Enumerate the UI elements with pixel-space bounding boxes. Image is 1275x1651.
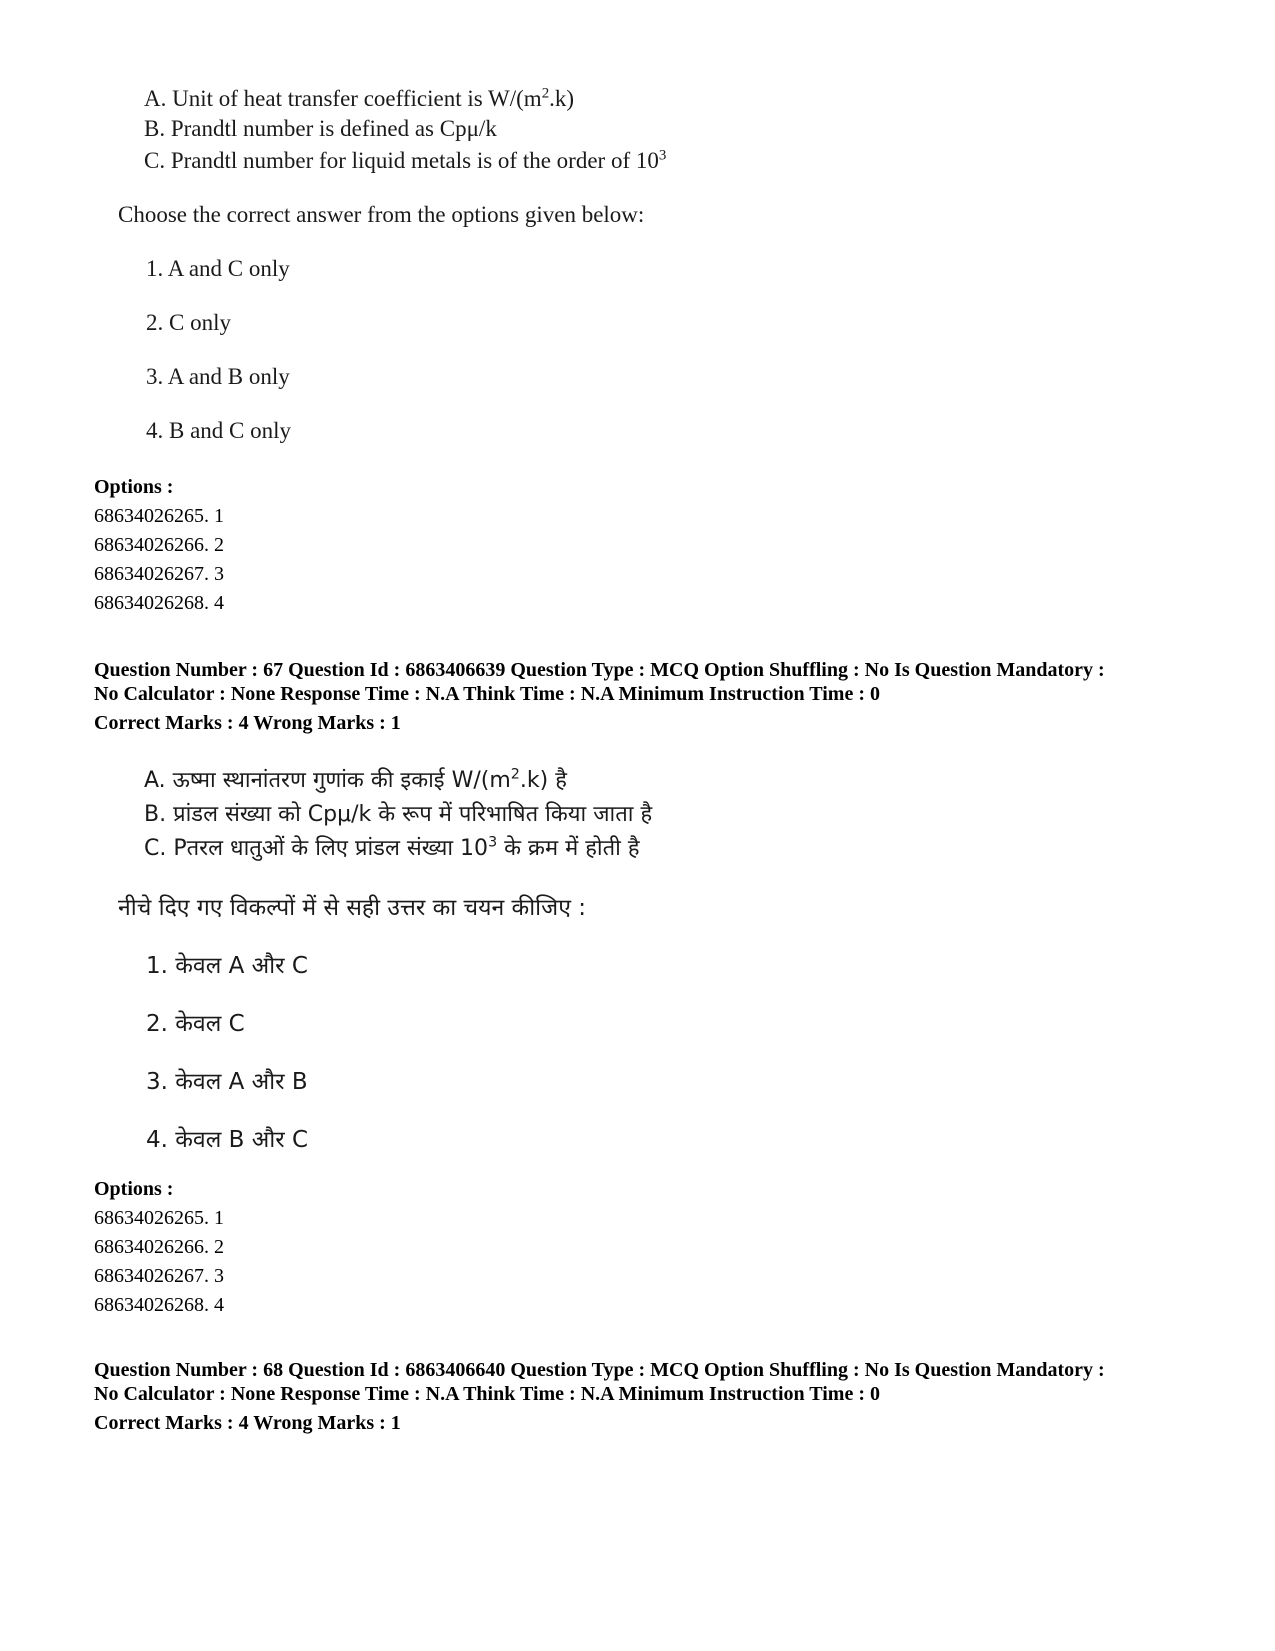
statement-c: C. Pतरल धातुओं के लिए प्रांडल संख्या $10^3$ के क्रम में होती है — [144, 834, 640, 861]
choice-3: 3. केवल A और B — [146, 1069, 308, 1095]
option-item: 68634026268. 4 — [94, 1294, 224, 1316]
options-label: Options : — [94, 476, 174, 498]
choice-3: 3. A and B only — [146, 364, 290, 389]
question-meta-line: Question Number : 68 Question Id : 6863406640 Question Type : MCQ Option Shuffling : No Is Question Mandatory : — [94, 1359, 1105, 1381]
option-item: 68634026267. 3 — [94, 563, 224, 585]
choice-2: 2. केवल C — [146, 1011, 245, 1037]
choose-instruction: Choose the correct answer from the options given below: — [118, 202, 645, 227]
option-item: 68634026267. 3 — [94, 1265, 224, 1287]
choose-instruction: नीचे दिए गए विकल्पों में से सही उत्तर का चयन कीजिए : — [118, 895, 586, 921]
options-label: Options : — [94, 1178, 174, 1200]
choice-2: 2. C only — [146, 310, 231, 335]
statement-c: C. Prandtl number for liquid metals is of the order of $10^3$ — [144, 147, 667, 173]
option-item: 68634026265. 1 — [94, 1207, 224, 1229]
choice-1: 1. A and C only — [146, 256, 290, 281]
option-item: 68634026265. 1 — [94, 505, 224, 527]
question-meta-line: Question Number : 67 Question Id : 6863406639 Question Type : MCQ Option Shuffling : No Is Question Mandatory : — [94, 659, 1105, 681]
statement-a: A. ऊष्मा स्थानांतरण गुणांक की इकाई $W/(m^2.k)$ है — [144, 766, 567, 793]
choice-4: 4. केवल B और C — [146, 1127, 309, 1153]
statement-a: A. Unit of heat transfer coefficient is $W/(m^2.k)$ — [144, 85, 575, 111]
option-item: 68634026268. 4 — [94, 592, 224, 614]
statement-b: B. Prandtl number is defined as Cpμ/k — [144, 116, 497, 141]
choice-1: 1. केवल A और C — [146, 953, 308, 979]
option-item: 68634026266. 2 — [94, 1236, 224, 1258]
statement-b: B. प्रांडल संख्या को Cpμ/k के रूप में परिभाषित किया जाता है — [144, 802, 653, 827]
question-meta-line: No Calculator : None Response Time : N.A Think Time : N.A Minimum Instruction Time : 0 — [94, 683, 880, 705]
choice-4: 4. B and C only — [146, 418, 292, 443]
question-marks-line: Correct Marks : 4 Wrong Marks : 1 — [94, 712, 401, 734]
question-marks-line: Correct Marks : 4 Wrong Marks : 1 — [94, 1412, 401, 1434]
question-meta-line: No Calculator : None Response Time : N.A Think Time : N.A Minimum Instruction Time : 0 — [94, 1383, 880, 1405]
option-item: 68634026266. 2 — [94, 534, 224, 556]
